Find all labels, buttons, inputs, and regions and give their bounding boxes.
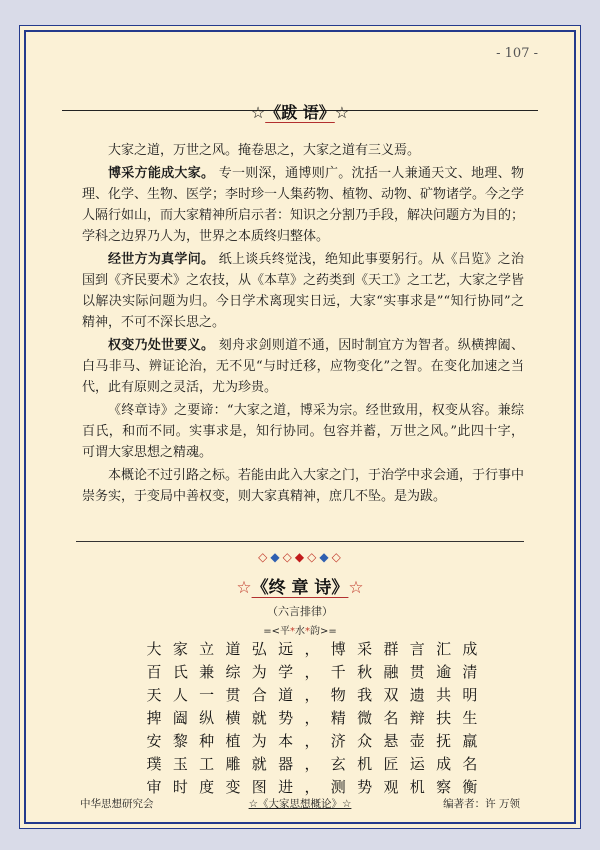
poem-character: 名 bbox=[462, 755, 478, 773]
poem-character: 玉 bbox=[172, 755, 188, 773]
poem-character: 家 bbox=[172, 640, 188, 658]
poem-character: 成 bbox=[462, 640, 478, 658]
poem-character: 扶 bbox=[436, 709, 452, 727]
poem-character: 大 bbox=[146, 640, 162, 658]
poem-character: 人 bbox=[172, 686, 188, 704]
poem-character: 工 bbox=[199, 755, 215, 773]
poem-character: 玄 bbox=[330, 755, 346, 773]
poem-character: 精 bbox=[330, 709, 346, 727]
poem-character: 壶 bbox=[409, 732, 425, 750]
poem-character: 遗 bbox=[409, 686, 425, 704]
rhyme-suffix: 韵>= bbox=[310, 626, 337, 637]
poem-character: ， bbox=[304, 709, 320, 727]
poem-character: 一 bbox=[199, 686, 215, 704]
poem-line bbox=[142, 730, 482, 753]
poem-body bbox=[142, 638, 482, 799]
poem-character: ， bbox=[304, 732, 320, 750]
poem-character: 兼 bbox=[199, 663, 215, 681]
diamond-outline-icon: ◇ bbox=[258, 550, 269, 564]
poem-character: 道 bbox=[278, 686, 294, 704]
poem-character: 学 bbox=[278, 663, 294, 681]
poem-character: 济 bbox=[330, 732, 346, 750]
poem-character: 捭 bbox=[146, 709, 162, 727]
poem-character: 悬 bbox=[383, 732, 399, 750]
poem-character: 众 bbox=[357, 732, 373, 750]
poem-character: 进 bbox=[278, 778, 294, 796]
poem-character: 群 bbox=[383, 640, 399, 658]
poem-character: 贯 bbox=[409, 663, 425, 681]
paragraph-lead: 博采方能成大家。 bbox=[108, 166, 215, 181]
poem-line bbox=[142, 638, 482, 661]
poem-character: 时 bbox=[172, 778, 188, 796]
poem-line bbox=[142, 661, 482, 684]
paragraph-text: 专一则深，通博则广。沈括一人兼通天文、地理、物理、化学、生物、医学；李时珍一人集药物、植物、动物、矿物诸学。今之学人隔行如山，而大家精神所启示者：知识之分割乃手段，解决问题方为目的；学科之边界乃人为，世界之本质终归整体。 bbox=[82, 166, 525, 244]
footer-book-title-text: ☆《大家思想概论》☆ bbox=[248, 798, 352, 810]
poem-character: 采 bbox=[357, 640, 373, 658]
ornament-row bbox=[26, 550, 574, 564]
diamond-filled-icon: ◆ bbox=[294, 550, 306, 564]
paragraph-text: 刻舟求剑则道不通，因时制宜方为智者。纵横捭阖、白马非马、辨证论治，无不见“与时迁移，应物变化”之智。在变化加速之当代，此有原则之灵活，尤为珍贵。 bbox=[82, 338, 524, 395]
poem-character: 合 bbox=[251, 686, 267, 704]
poem-line bbox=[142, 707, 482, 730]
asterisk-icon: * bbox=[290, 626, 295, 637]
poem-character: 抚 bbox=[436, 732, 452, 750]
poem-character: 黎 bbox=[172, 732, 188, 750]
poem-character: 千 bbox=[330, 663, 346, 681]
poem-character: ， bbox=[304, 663, 320, 681]
paragraph-lead: 权变乃处世要义。 bbox=[108, 338, 215, 353]
poem-character: 器 bbox=[278, 755, 294, 773]
poem-character: 察 bbox=[436, 778, 452, 796]
poem-character: ， bbox=[304, 686, 320, 704]
poem-rhyme-note bbox=[26, 622, 574, 637]
footer-publisher: 中华思想研究会 bbox=[80, 798, 154, 810]
paragraph bbox=[82, 249, 524, 333]
poem-character: 种 bbox=[199, 732, 215, 750]
poem-character: 度 bbox=[199, 778, 215, 796]
poem-character: 璞 bbox=[146, 755, 162, 773]
poem-character: 机 bbox=[357, 755, 373, 773]
rhyme-mid: 水 bbox=[295, 626, 305, 637]
paragraph bbox=[82, 140, 524, 161]
paragraph-text: 纸上谈兵终觉浅，绝知此事要躬行。从《吕览》之治国到《齐民要术》之农技，从《本草》之药类到《天工》之工艺，大家之学皆以解决实际问题为归。今日学术离现实日远，大家“实事求是”“知行协同”之精神，不可不深长思之。 bbox=[82, 252, 525, 330]
rhyme-prefix: =<平 bbox=[263, 626, 290, 637]
poem-character: 阖 bbox=[172, 709, 188, 727]
poem-character: 就 bbox=[251, 709, 267, 727]
poem-character: 言 bbox=[409, 640, 425, 658]
document-page bbox=[24, 30, 576, 824]
asterisk-icon: * bbox=[305, 626, 310, 637]
poem-character: ， bbox=[304, 640, 320, 658]
poem-character: 衡 bbox=[462, 778, 478, 796]
poem-character: 双 bbox=[383, 686, 399, 704]
poem-character: 变 bbox=[225, 778, 241, 796]
poem-character: 图 bbox=[251, 778, 267, 796]
poem-character: ， bbox=[304, 778, 320, 796]
poem-character: 本 bbox=[278, 732, 294, 750]
star-icon: ☆ bbox=[348, 578, 364, 598]
poem-character: 氏 bbox=[172, 663, 188, 681]
star-icon: ☆ bbox=[236, 578, 252, 598]
poem-character: 道 bbox=[225, 640, 241, 658]
section-divider bbox=[76, 541, 524, 542]
poem-character: 我 bbox=[357, 686, 373, 704]
poem-character: 植 bbox=[225, 732, 241, 750]
epilogue-body bbox=[82, 140, 524, 509]
paragraph-text: 《终章诗》之要谛：“大家之道，博采为宗。经世致用，权变从容。兼综百氏，和而不同。实事求是，知行协同。包容并蓄，万世之风。”此四十字，可谓大家思想之精魂。 bbox=[82, 403, 524, 460]
poem-character: 逾 bbox=[436, 663, 452, 681]
paragraph bbox=[82, 163, 524, 247]
poem-character: 审 bbox=[146, 778, 162, 796]
poem-character: 共 bbox=[436, 686, 452, 704]
paragraph bbox=[82, 335, 524, 398]
poem-character: ， bbox=[304, 755, 320, 773]
epilogue-title-text: 《跋 语》 bbox=[265, 103, 335, 122]
diamond-filled-icon: ◆ bbox=[319, 550, 330, 564]
diamond-outline-icon: ◇ bbox=[307, 550, 318, 564]
poem-subtitle: （六言排律） bbox=[267, 605, 333, 618]
poem-character: 雕 bbox=[225, 755, 241, 773]
paragraph-text: 大家之道，万世之风。掩卷思之，大家之道有三义焉。 bbox=[108, 143, 421, 158]
epilogue-title bbox=[26, 100, 574, 123]
poem-character: 微 bbox=[357, 709, 373, 727]
paragraph bbox=[82, 465, 524, 507]
poem-character: 物 bbox=[330, 686, 346, 704]
poem-character: 为 bbox=[251, 663, 267, 681]
poem-character: 综 bbox=[225, 663, 241, 681]
diamond-outline-icon: ◇ bbox=[282, 550, 293, 564]
poem-character: 运 bbox=[409, 755, 425, 773]
poem-character: 纵 bbox=[199, 709, 215, 727]
poem-character: 立 bbox=[199, 640, 215, 658]
poem-character: 匠 bbox=[383, 755, 399, 773]
poem-title-text: 《终 章 诗》 bbox=[251, 578, 349, 598]
page-number: - 107 - bbox=[496, 46, 538, 61]
diamond-outline-icon: ◇ bbox=[331, 550, 342, 564]
paragraph-lead: 经世方为真学问。 bbox=[108, 252, 215, 267]
poem-character: 清 bbox=[462, 663, 478, 681]
poem-character: 明 bbox=[462, 686, 478, 704]
poem-title bbox=[26, 573, 574, 598]
poem-character: 势 bbox=[357, 778, 373, 796]
poem-character: 为 bbox=[251, 732, 267, 750]
poem-character: 博 bbox=[330, 640, 346, 658]
poem-line bbox=[142, 753, 482, 776]
footer-author: 编著者：许 万领 bbox=[443, 798, 520, 810]
poem-character: 百 bbox=[146, 663, 162, 681]
paragraph bbox=[82, 400, 524, 463]
poem-character: 观 bbox=[383, 778, 399, 796]
poem-character: 成 bbox=[436, 755, 452, 773]
poem-character: 秋 bbox=[357, 663, 373, 681]
star-icon: ☆ bbox=[250, 103, 266, 122]
poem-character: 生 bbox=[462, 709, 478, 727]
poem-character: 测 bbox=[330, 778, 346, 796]
poem-character: 贯 bbox=[225, 686, 241, 704]
poem-character: 天 bbox=[146, 686, 162, 704]
poem-character: 就 bbox=[251, 755, 267, 773]
poem-character: 机 bbox=[409, 778, 425, 796]
poem-character: 汇 bbox=[436, 640, 452, 658]
star-icon: ☆ bbox=[334, 103, 350, 122]
poem-character: 辩 bbox=[409, 709, 425, 727]
poem-character: 弘 bbox=[251, 640, 267, 658]
poem-character: 远 bbox=[278, 640, 294, 658]
diamond-filled-icon: ◆ bbox=[270, 550, 281, 564]
poem-character: 势 bbox=[278, 709, 294, 727]
poem-character: 名 bbox=[383, 709, 399, 727]
paragraph-text: 本概论不过引路之标。若能由此入大家之门，于治学中求会通，于行事中崇务实，于变局中善权变，则大家真精神，庶几不坠。是为跋。 bbox=[82, 468, 525, 504]
poem-line bbox=[142, 684, 482, 707]
poem-character: 羸 bbox=[462, 732, 478, 750]
poem-character: 安 bbox=[146, 732, 162, 750]
poem-character: 融 bbox=[383, 663, 399, 681]
poem-character: 横 bbox=[225, 709, 241, 727]
